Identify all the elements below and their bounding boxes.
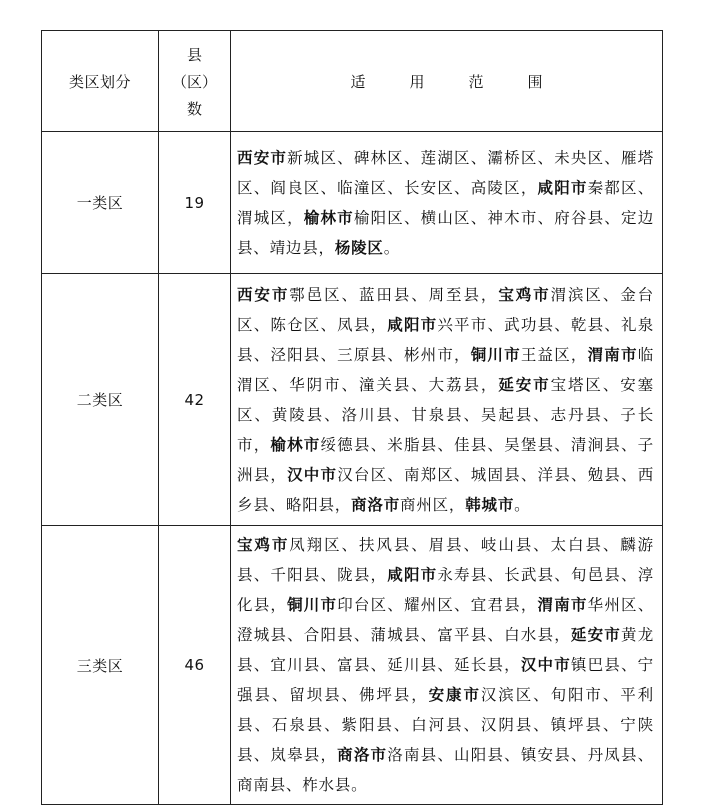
district-list: 永寿县、长武县、旬邑县、淳化县， [237, 566, 655, 614]
city-name: 汉中市 [287, 465, 338, 484]
district-list: 汉滨区、旬阳市、平利县、石泉县、紫阳县、白河县、汉阴县、镇坪县、宁陕县、岚皋县， [237, 686, 654, 764]
header-scope-char: 围 [527, 72, 543, 91]
district-list: 印台区、耀州区、宜君县， [337, 596, 538, 614]
city-name: 商洛市 [351, 495, 401, 514]
district-list: 宝塔区、安塞区、黄陵县、洛川县、甘泉县、吴起县、志丹县、子长市， [237, 375, 654, 454]
district-list: 。 [514, 495, 531, 514]
district-list: 商州区， [400, 495, 466, 514]
city-name: 延安市 [570, 626, 621, 644]
row-count: 46 [159, 526, 231, 805]
header-scope-char: 用 [409, 72, 425, 91]
row-scope [231, 274, 663, 526]
district-list: 汉台区、南郑区、城固县、洋县、勉县、西乡县、略阳县， [237, 465, 655, 514]
district-list: 黄龙县、宜川县、富县、延川县、延长县， [237, 626, 654, 674]
region-classification-table [41, 30, 663, 805]
header-category-label: 类区划分 [68, 72, 131, 91]
district-list: 王益区， [520, 345, 588, 364]
row-category: 二类区 [42, 274, 159, 526]
district-list: 镇巴县、宁强县、留坝县、佛坪县， [237, 656, 654, 704]
city-name: 咸阳市 [387, 315, 438, 334]
district-list: 兴平市、武功县、乾县、礼泉县、泾阳县、三原县、彬州市， [237, 315, 655, 364]
district-list: 凤翔区、扶风县、眉县、岐山县、太白县、麟游县、千阳县、陇县， [237, 536, 654, 584]
city-name: 宝鸡市 [498, 285, 551, 304]
district-list: 。 [383, 238, 401, 257]
district-list: 洛南县、山阳县、镇安县、丹凤县、商南县、柞水县。 [237, 746, 654, 794]
city-name: 商洛市 [337, 746, 388, 764]
table-row [42, 132, 663, 274]
city-name: 西安市 [237, 285, 290, 304]
city-name: 西安市 [237, 148, 288, 167]
table-header-row [42, 31, 663, 132]
city-name: 铜川市 [470, 345, 521, 364]
district-list: 渭滨区、金台区、陈仓区、凤县， [237, 285, 654, 334]
district-list: 新城区、碑林区、莲湖区、灞桥区、未央区、雁塔区、阎良区、临潼区、长安区、高陵区， [237, 148, 654, 197]
city-name: 铜川市 [287, 596, 338, 614]
district-list: 秦都区、渭城区， [237, 178, 654, 227]
header-count [159, 31, 231, 132]
city-name: 安康市 [428, 686, 481, 704]
district-list: 华州区、澄城县、合阳县、蒲城县、富平县、白水县， [237, 596, 655, 644]
district-list: 榆阳区、横山区、神木市、府谷县、定边县、靖边县， [237, 208, 654, 257]
header-scope-char: 适 [350, 72, 366, 91]
header-count-line: 数 [186, 99, 202, 118]
city-name: 韩城市 [465, 495, 515, 514]
district-list: 临渭区、华阴市、潼关县、大荔县， [237, 345, 655, 394]
city-name: 汉中市 [520, 656, 571, 674]
city-name: 宝鸡市 [237, 536, 290, 554]
city-name: 咸阳市 [537, 178, 588, 197]
header-count-line: 县 [186, 45, 202, 64]
city-name: 延安市 [498, 375, 551, 394]
city-name: 榆林市 [270, 435, 321, 454]
city-name: 榆林市 [303, 208, 354, 227]
district-list: 鄠邑区、蓝田县、周至县， [289, 285, 499, 304]
row-category: 三类区 [42, 526, 159, 805]
table-row [42, 526, 663, 805]
city-name: 咸阳市 [387, 566, 438, 584]
header-scope-char: 范 [468, 72, 484, 91]
district-list: 绥德县、米脂县、佳县、吴堡县、清涧县、子洲县， [237, 435, 654, 484]
row-count: 42 [159, 274, 231, 526]
city-name: 渭南市 [537, 596, 588, 614]
row-scope [231, 132, 663, 274]
row-category: 一类区 [42, 132, 159, 274]
table-row [42, 274, 663, 526]
row-scope [231, 526, 663, 805]
header-category [42, 31, 159, 132]
row-count: 19 [159, 132, 231, 274]
header-count-line: （区） [171, 72, 217, 91]
header-scope [231, 31, 663, 132]
region-classification-table-container [41, 30, 662, 805]
city-name: 渭南市 [587, 345, 638, 364]
city-name: 杨陵区 [334, 238, 384, 257]
